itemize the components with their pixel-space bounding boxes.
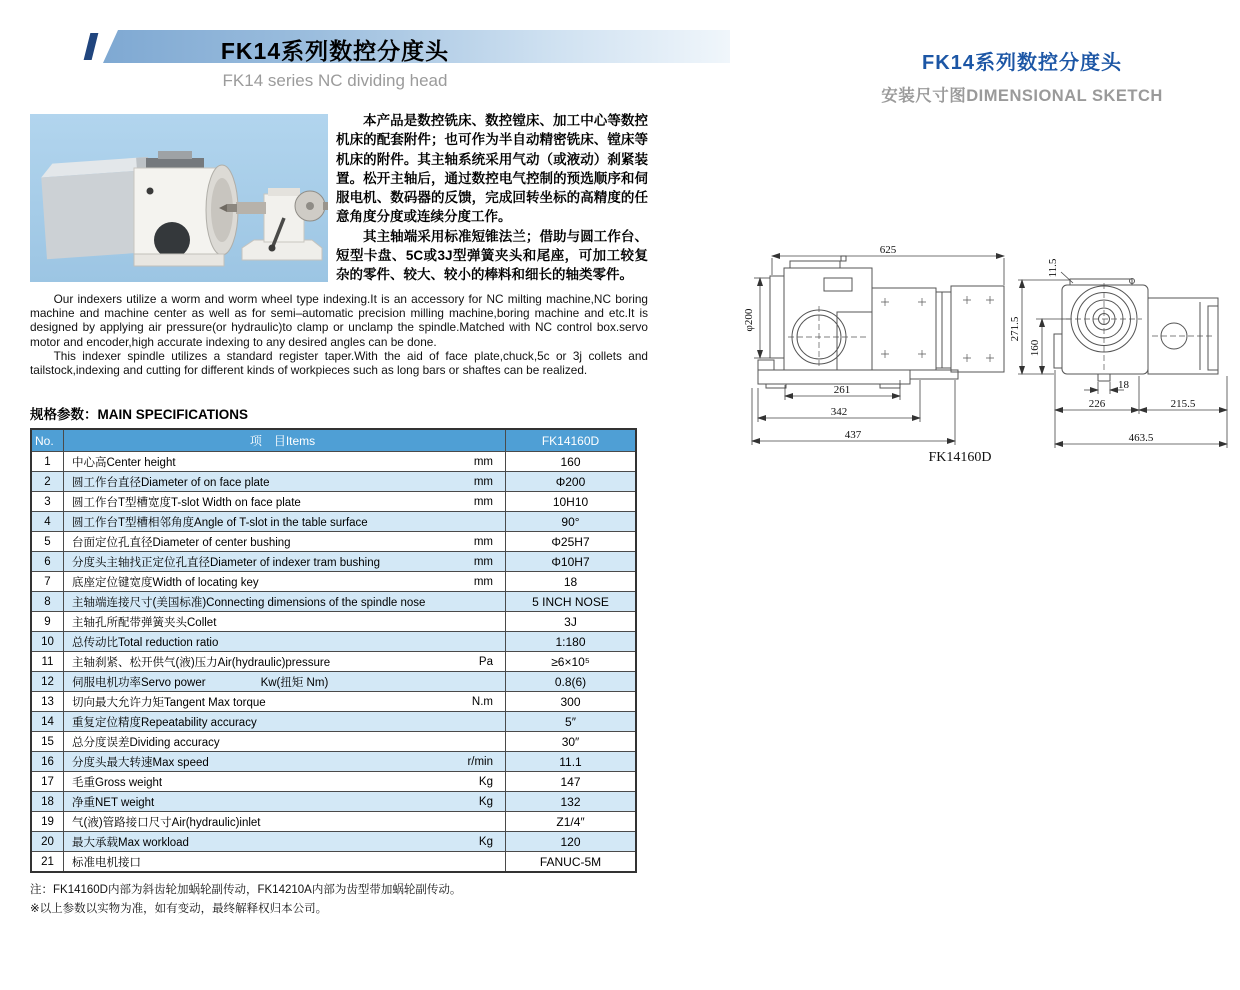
- row-unit: Kg: [478, 775, 493, 788]
- row-item-label: 毛重Gross weight: [72, 776, 163, 789]
- drawing-model-label: FK14160D: [928, 450, 992, 465]
- row-value: 11.1: [505, 752, 635, 771]
- row-item-label: 总分度误差Dividing accuracy: [72, 736, 220, 749]
- row-value: 5″: [505, 712, 635, 731]
- row-value: 10H10: [505, 492, 635, 511]
- row-value: 1:180: [505, 632, 635, 651]
- row-number: 5: [32, 532, 64, 551]
- row-value: 30″: [505, 732, 635, 751]
- row-value: Z1/4″: [505, 812, 635, 831]
- row-unit: Kg: [478, 835, 493, 848]
- row-item-cell: [64, 812, 505, 831]
- row-value: 120: [505, 832, 635, 851]
- intro-cn-paragraph-1: 本产品是数控铣床、数控镗床、加工中心等数控机床的配套附件；也可作为半自动精密铣床、镗床等机床的附件。其主轴系统采用气动（或液动）刹紧装置。松开主轴后，通过数控电气控制的预选顺序和伺服电机、数码器的反馈，完成回转坐标的高精度的任意角度分度或连续分度工作。: [336, 113, 648, 225]
- header-no: No.: [32, 430, 64, 451]
- dim-226: 226: [1088, 398, 1106, 410]
- row-number: 8: [32, 592, 64, 611]
- row-number: 2: [32, 472, 64, 491]
- row-value: 3J: [505, 612, 635, 631]
- row-unit: mm: [473, 535, 493, 548]
- row-item-label: 切向最大允许力矩Tangent Max torque: [72, 696, 266, 709]
- row-item-cell: [64, 632, 505, 651]
- table-row: [32, 791, 635, 811]
- row-unit: mm: [473, 475, 493, 488]
- row-value: 147: [505, 772, 635, 791]
- row-number: 21: [32, 852, 64, 871]
- row-item-label: 净重NET weight: [72, 796, 155, 809]
- row-item-label: 主轴刹紧、松开供气(液)压力Air(hydraulic)pressure: [72, 656, 331, 669]
- row-unit: mm: [473, 455, 493, 468]
- dim-342: 342: [830, 406, 848, 418]
- page-title: FK14系列数控分度头: [220, 38, 450, 64]
- row-value: 18: [505, 572, 635, 591]
- row-unit: r/min: [467, 755, 493, 768]
- table-row: [32, 551, 635, 571]
- table-row: [32, 491, 635, 511]
- row-value: 5 INCH NOSE: [505, 592, 635, 611]
- row-value: FANUC-5M: [505, 852, 635, 871]
- row-item-cell: [64, 612, 505, 631]
- row-item-label: 底座定位键宽度Width of locating key: [72, 576, 259, 589]
- footnotes: [30, 881, 461, 919]
- dim-215-5: 215.5: [1170, 398, 1196, 410]
- row-item-label: 中心高Center height: [72, 456, 176, 469]
- row-item-label: 最大承载Max workload: [72, 836, 189, 849]
- row-number: 16: [32, 752, 64, 771]
- spec-table-header: [32, 430, 635, 451]
- dim-625: 625: [879, 244, 897, 256]
- row-item-cell: [64, 672, 505, 691]
- row-item-cell: [64, 572, 505, 591]
- banner-accent: [84, 33, 99, 60]
- table-row: [32, 531, 635, 551]
- intro-chinese: [336, 111, 648, 285]
- row-unit: mm: [473, 495, 493, 508]
- right-header: [872, 46, 1172, 106]
- spec-table-body: [32, 451, 635, 871]
- right-title: FK14系列数控分度头: [922, 52, 1122, 74]
- table-row: [32, 591, 635, 611]
- header-items: 项 目Items: [249, 434, 316, 448]
- row-number: 20: [32, 832, 64, 851]
- dim-phi200: φ200: [743, 308, 755, 332]
- row-item-label: 主轴端连接尺寸(美国标准)Connecting dimensions of the spindle nose: [72, 596, 426, 609]
- row-item-cell: [64, 592, 505, 611]
- row-item-cell: [64, 692, 505, 711]
- row-item-label: 分度头最大转速Max speed: [72, 756, 209, 769]
- row-unit: Pa: [478, 655, 493, 668]
- row-number: 11: [32, 652, 64, 671]
- spec-section-title: 规格参数：MAIN SPECIFICATIONS: [30, 407, 249, 422]
- row-number: 4: [32, 512, 64, 531]
- intro-en-paragraph-2: This indexer spindle utilizes a standard register taper.With the aid of face plate,chuck,5c or 3j collets and tailstock,indexing and cutting for different kinds of workpieces such as long bars or shaftes can be realized.: [30, 348, 648, 378]
- dim-11-5: 11.5: [1047, 258, 1059, 278]
- row-value: ≥6×10⁵: [505, 652, 635, 671]
- page-subtitle: FK14 series NC dividing head: [222, 71, 448, 90]
- table-row: [32, 471, 635, 491]
- intro-cn-paragraph-2: 其主轴端采用标准短锥法兰；借助与圆工作台、短型卡盘、5C或3J型弹簧夹头和尾座，可加工较复杂的零件、较大、较小的棒料和细长的轴类零件。: [336, 228, 648, 283]
- product-photo: [30, 114, 328, 282]
- table-row: [32, 571, 635, 591]
- dim-160: 160: [1029, 339, 1041, 357]
- row-item-cell: [64, 752, 505, 771]
- row-item-cell: [64, 452, 505, 471]
- table-row: [32, 691, 635, 711]
- front-view-drawing: [1054, 279, 1218, 382]
- row-item-cell: [64, 852, 505, 871]
- row-item-label: 圆工作台T型槽相邻角度Angle of T-slot in the table surface: [72, 516, 368, 529]
- row-unit: Kg: [478, 795, 493, 808]
- row-value: 90°: [505, 512, 635, 531]
- footnote-line-2: ※以上参数以实物为准，如有变动，最终解释权归本公司。: [30, 902, 328, 915]
- spec-table: [30, 428, 637, 873]
- table-row: [32, 731, 635, 751]
- row-item-cell: [64, 532, 505, 551]
- dim-463-5: 463.5: [1128, 432, 1154, 444]
- right-subtitle: 安装尺寸图DIMENSIONAL SKETCH: [881, 87, 1163, 105]
- row-number: 6: [32, 552, 64, 571]
- row-item-label: 伺服电机功率Servo power: [72, 676, 206, 689]
- row-item-label: 标准电机接口: [72, 856, 141, 869]
- table-row: [32, 771, 635, 791]
- row-item-label: 总传动比Total reduction ratio: [72, 636, 219, 649]
- row-value: 160: [505, 452, 635, 471]
- table-row: [32, 451, 635, 471]
- row-item-cell: [64, 792, 505, 811]
- row-unit: mm: [473, 555, 493, 568]
- table-row: [32, 511, 635, 531]
- dim-261: 261: [833, 384, 851, 396]
- row-item-cell: [64, 492, 505, 511]
- row-value: 300: [505, 692, 635, 711]
- row-number: 10: [32, 632, 64, 651]
- table-row: [32, 831, 635, 851]
- table-row: [32, 651, 635, 671]
- row-item-label: 重复定位精度Repeatability accuracy: [72, 716, 257, 729]
- footnote-line-1: 注：FK14160D内部为斜齿轮加蜗轮副传动，FK14210A内部为齿型带加蜗轮副传动。: [30, 884, 462, 896]
- table-row: [32, 611, 635, 631]
- dim-18: 18: [1118, 379, 1129, 391]
- header-model: FK14160D: [505, 430, 635, 451]
- row-item-label: 主轴孔所配带弹簧夹头Collet: [72, 616, 217, 629]
- row-number: 13: [32, 692, 64, 711]
- row-value: Φ25H7: [505, 532, 635, 551]
- row-item-cell: [64, 832, 505, 851]
- row-value: Φ10H7: [505, 552, 635, 571]
- row-unit: N.m: [471, 695, 493, 708]
- row-item-label: 气(液)管路接口尺寸Air(hydraulic)inlet: [72, 816, 261, 829]
- row-value: 0.8(6): [505, 672, 635, 691]
- table-row: [32, 751, 635, 771]
- row-item-label: 圆工作台直径Diameter of on face plate: [72, 476, 270, 489]
- table-row: [32, 711, 635, 731]
- row-number: 15: [32, 732, 64, 751]
- product-photo-illustration: [30, 114, 328, 282]
- row-number: 14: [32, 712, 64, 731]
- table-row: [32, 851, 635, 871]
- dim-271-5: 271.5: [1009, 316, 1021, 342]
- row-number: 18: [32, 792, 64, 811]
- row-item-cell: [64, 552, 505, 571]
- table-row: [32, 631, 635, 651]
- row-number: 7: [32, 572, 64, 591]
- row-number: 19: [32, 812, 64, 831]
- dimensional-sketch: [722, 242, 1240, 482]
- row-number: 1: [32, 452, 64, 471]
- dim-437: 437: [844, 429, 862, 441]
- row-item-label: 分度头主轴找正定位孔直径Diameter of indexer tram bushing: [72, 556, 381, 569]
- intro-english: [30, 292, 648, 377]
- row-item-cell: [64, 472, 505, 491]
- row-unit: mm: [473, 575, 493, 588]
- dimensional-sketch-svg: [722, 242, 1240, 482]
- row-unit: Kw(扭矩 Nm): [260, 676, 329, 689]
- row-item-cell: [64, 512, 505, 531]
- row-item-label: 台面定位孔直径Diameter of center bushing: [72, 536, 291, 549]
- row-value: 132: [505, 792, 635, 811]
- row-value: Φ200: [505, 472, 635, 491]
- row-number: 3: [32, 492, 64, 511]
- table-row: [32, 811, 635, 831]
- side-view-drawing: [758, 256, 1004, 388]
- intro-en-paragraph-1: Our indexers utilize a worm and worm wheel type indexing.It is an accessory for NC milting machine,NC boring machine and machine center as well as for semi–automatic precision milling machine,boring machine and etc.It is designed by applying air pressure(or hydraulic)to clamp or unclamp the spindle.Matched with NC control box.servo motor and encoder,high accurate indexing to any desired angles can be done.: [30, 292, 648, 349]
- row-item-cell: [64, 652, 505, 671]
- row-number: 12: [32, 672, 64, 691]
- side-view-dimensions: [752, 256, 1004, 445]
- row-number: 9: [32, 612, 64, 631]
- table-row: [32, 671, 635, 691]
- row-number: 17: [32, 772, 64, 791]
- row-item-label: 圆工作台T型槽宽度T-slot Width on face plate: [72, 496, 301, 509]
- row-item-cell: [64, 732, 505, 751]
- row-item-cell: [64, 772, 505, 791]
- row-item-cell: [64, 712, 505, 731]
